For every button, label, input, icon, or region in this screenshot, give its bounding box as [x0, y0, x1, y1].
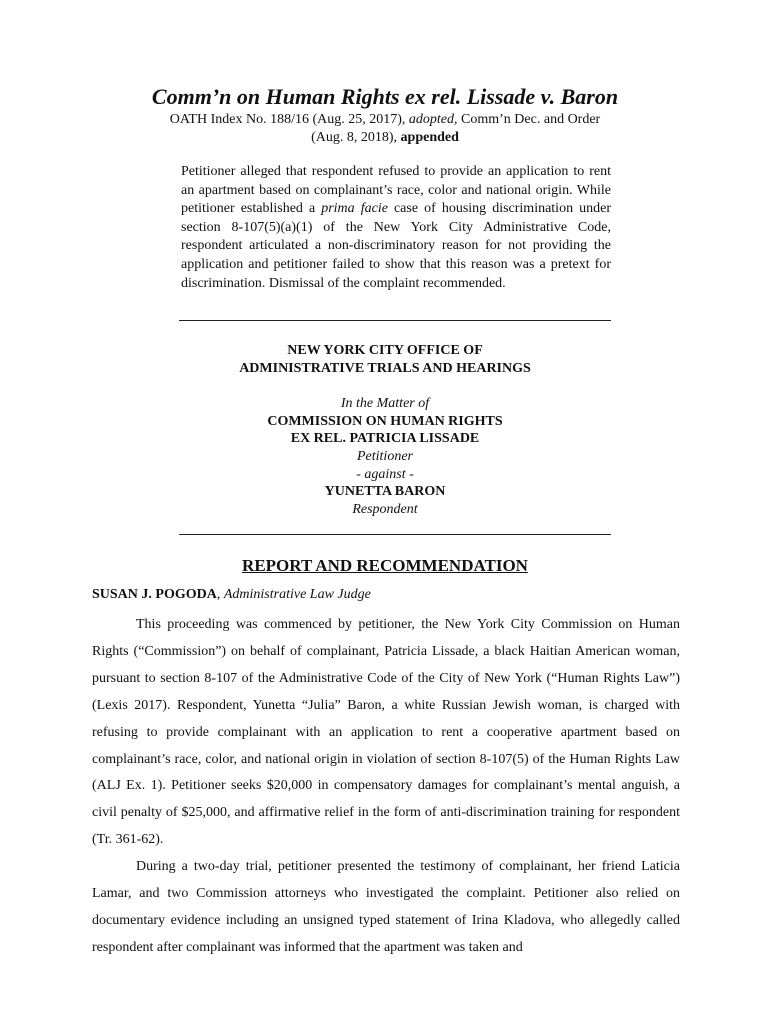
respondent-name: YUNETTA BARON: [324, 484, 446, 500]
summary-text-2: case of housing discrimination under section 8-107(5)(a)(1) of the New York City Administrative Code, respondent articulated a non-discriminatory reason for not providing the application and petitioner failed to show that this reason was a pretext for discrimination. Dismissal of the complaint recommended.: [181, 201, 611, 291]
summary-italic: prima facie: [321, 201, 388, 217]
petitioner-role: Petitioner: [357, 448, 413, 464]
office-line-1: NEW YORK CITY OFFICE OF: [287, 343, 483, 358]
citation-line-2: [0, 129, 770, 147]
citation-date: (Aug. 8, 2018),: [311, 130, 401, 145]
in-the-matter: In the Matter of: [340, 396, 430, 412]
citation-appended: appended: [400, 130, 459, 145]
judge-name: SUSAN J. POGODA: [92, 587, 217, 602]
summary-text-1: Petitioner alleged that respondent refused to provide an application to rent an apartment based on complainant’s race, color and national origin. While petitioner established a: [181, 164, 611, 217]
body-paragraph-2: During a two-day trial, petitioner presented the testimony of complainant, her friend Laticia Lamar, and two Commission attorneys who investigated the complaint. Petitioner also relied on documentary evidence including an unsigned typed statement of Irina Kladova, who allegedly called respondent after complainant was informed that the apartment was taken and: [92, 859, 680, 955]
petitioner-line-1: COMMISSION ON HUMAN RIGHTS: [267, 413, 503, 429]
body-paragraph-1: This proceeding was commenced by petitioner, the New York City Commission on Human Rights (“Commission”) on behalf of complainant, Patricia Lissade, a black Haitian American woman, pursuant to section 8-107 of the Administrative Code of the City of New York (“Human Rights Law”) (Lexis 2017). Respondent, Yunetta “Julia” Baron, a white Russian Jewish woman, is charged with refusing to provide complainant with an application to rent a cooperative apartment based on complainant’s race, color, and national origin in violation of section 8-107(5) of the Human Rights Law (ALJ Ex. 1). Petitioner seeks $20,000 in compensatory damages for complainant’s mental anguish, a civil penalty of $25,000, and affirmative relief in the form of anti-discrimination training for respondent (Tr. 361-62).: [92, 617, 680, 848]
report-body: [92, 612, 680, 962]
against-label: - against -: [356, 466, 414, 482]
office-line-2: ADMINISTRATIVE TRIALS AND HEARINGS: [239, 360, 531, 376]
citation-index: OATH Index No. 188/16 (Aug. 25, 2017),: [169, 112, 409, 127]
report-heading: REPORT AND RECOMMENDATION: [242, 556, 528, 575]
judge-sep: ,: [216, 587, 224, 602]
citation-decision: , Comm’n Dec. and Order: [454, 112, 601, 127]
case-title: Comm’n on Human Rights ex rel. Lissade v. Baron: [151, 84, 619, 109]
petitioner-line-2: EX REL. PATRICIA LISSADE: [290, 431, 480, 447]
case-citation: [0, 111, 770, 147]
divider-top: [179, 320, 611, 321]
judge-line: [92, 587, 371, 603]
respondent-role: Respondent: [352, 501, 418, 517]
citation-adopted: adopted: [408, 112, 455, 127]
divider-bottom: [179, 534, 611, 535]
judge-title: Administrative Law Judge: [223, 587, 371, 602]
case-summary: [181, 163, 611, 293]
citation-line-1: [0, 111, 770, 129]
case-caption: [0, 342, 770, 518]
